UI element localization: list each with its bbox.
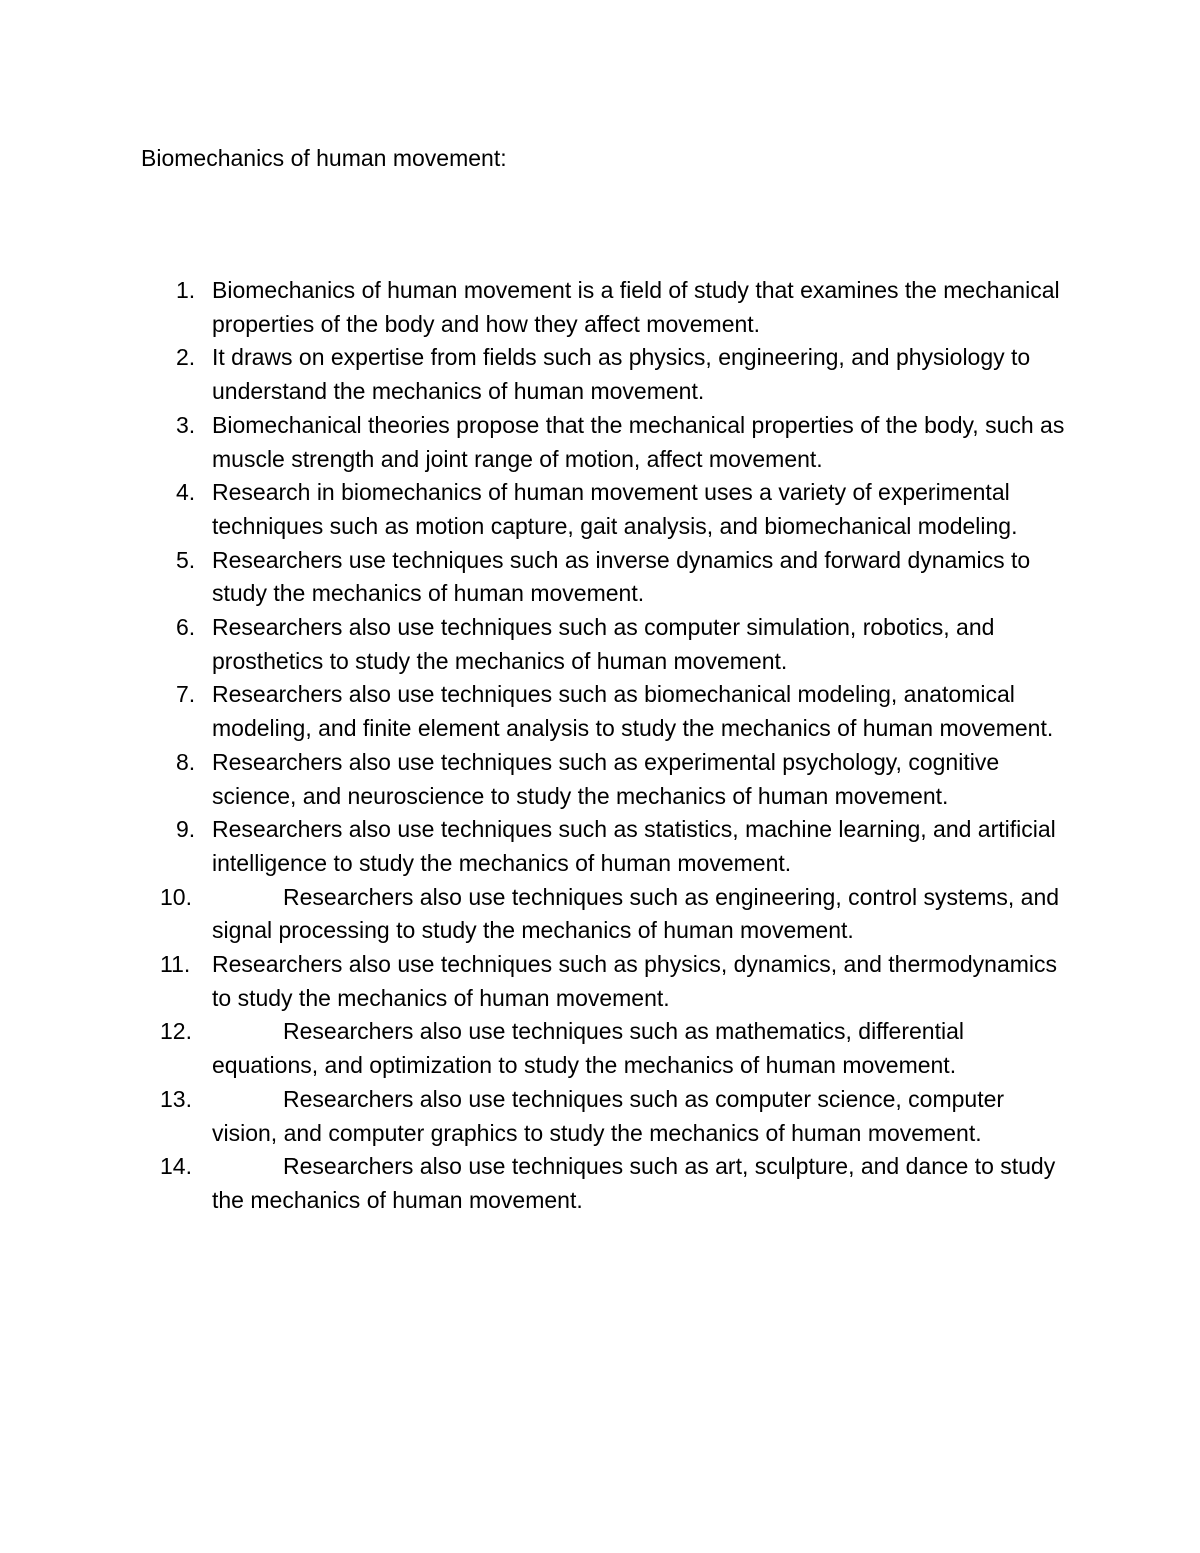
list-item-number: 3. xyxy=(176,411,196,438)
list-item-text: Biomechanics of human movement is a field of study that examines the mechanical properties of the body and how they affect movement. xyxy=(212,277,1060,337)
list-item xyxy=(0,746,1072,813)
list-item-text: Researchers also use techniques such as biomechanical modeling, anatomical modeling, and finite element analysis to study the mechanics of human movement. xyxy=(212,681,1054,742)
document-title: Biomechanics of human movement: xyxy=(141,145,507,171)
list-item xyxy=(0,409,1072,476)
list-item xyxy=(0,1083,1072,1150)
list-item xyxy=(0,948,1072,1015)
list-item-text: Researchers use techniques such as inverse dynamics and forward dynamics to study the mechanics of human movement. xyxy=(212,546,1031,607)
list-item-text xyxy=(212,881,1072,948)
list-item xyxy=(0,274,1072,341)
list-item-text xyxy=(212,1083,1072,1150)
list-item-number: 9. xyxy=(176,816,196,843)
list-item-text-content: Researchers also use techniques such as mathematics, differential equations, and optimization to study the mechanics of human movement. xyxy=(212,1018,964,1079)
list-item-number: 10. xyxy=(160,883,192,910)
list-item-number: 11. xyxy=(160,951,191,978)
list-item xyxy=(0,1150,1072,1217)
list-item xyxy=(0,476,1072,543)
list-item xyxy=(0,1015,1072,1082)
list-item-number: 13. xyxy=(160,1085,192,1112)
list-item-text xyxy=(212,1150,1072,1217)
list-item-text: It draws on expertise from fields such as physics, engineering, and physiology to understand the mechanics of human movement. xyxy=(212,344,1031,405)
list-item-number: 2. xyxy=(176,344,196,371)
list-item-text: Biomechanical theories propose that the mechanical properties of the body, such as muscle strength and joint range of motion, affect movement. xyxy=(212,411,1065,472)
list-item xyxy=(0,813,1072,880)
list-item xyxy=(0,611,1072,678)
list-item-text-content: Researchers also use techniques such as computer science, computer vision, and computer graphics to study the mechanics of human movement. xyxy=(212,1085,1005,1146)
list-item-text: Researchers also use techniques such as experimental psychology, cognitive science, and neuroscience to study the mechanics of human movement. xyxy=(212,748,1000,809)
list-item-text-content: Researchers also use techniques such as art, sculpture, and dance to study the mechanics of human movement. xyxy=(212,1153,1056,1213)
list-item-number: 1. xyxy=(176,277,196,303)
list-item-text: Researchers also use techniques such as computer simulation, robotics, and prosthetics to study the mechanics of human movement. xyxy=(212,614,995,674)
list-item-text-content: Researchers also use techniques such as engineering, control systems, and signal processing to study the mechanics of human movement. xyxy=(212,883,1060,944)
numbered-list xyxy=(0,274,1200,1218)
list-item xyxy=(0,341,1072,408)
list-item xyxy=(0,544,1072,611)
list-item-text xyxy=(212,1015,1072,1082)
list-item-text: Researchers also use techniques such as statistics, machine learning, and artificial intelligence to study the mechanics of human movement. xyxy=(212,816,1056,876)
list-item xyxy=(0,678,1072,745)
list-item-number: 12. xyxy=(160,1018,192,1045)
list-item-number: 4. xyxy=(176,479,196,506)
list-item-number: 6. xyxy=(176,614,196,641)
list-item-number: 14. xyxy=(160,1153,192,1180)
list-item-number: 5. xyxy=(176,546,196,573)
list-item-number: 8. xyxy=(176,748,196,775)
list-item-number: 7. xyxy=(176,681,196,708)
list-item-text: Researchers also use techniques such as physics, dynamics, and thermodynamics to study the mechanics of human movement. xyxy=(212,951,1058,1011)
list-item xyxy=(0,881,1072,948)
list-item-text: Research in biomechanics of human movement uses a variety of experimental techniques such as motion capture, gait analysis, and biomechanical modeling. xyxy=(212,479,1018,539)
